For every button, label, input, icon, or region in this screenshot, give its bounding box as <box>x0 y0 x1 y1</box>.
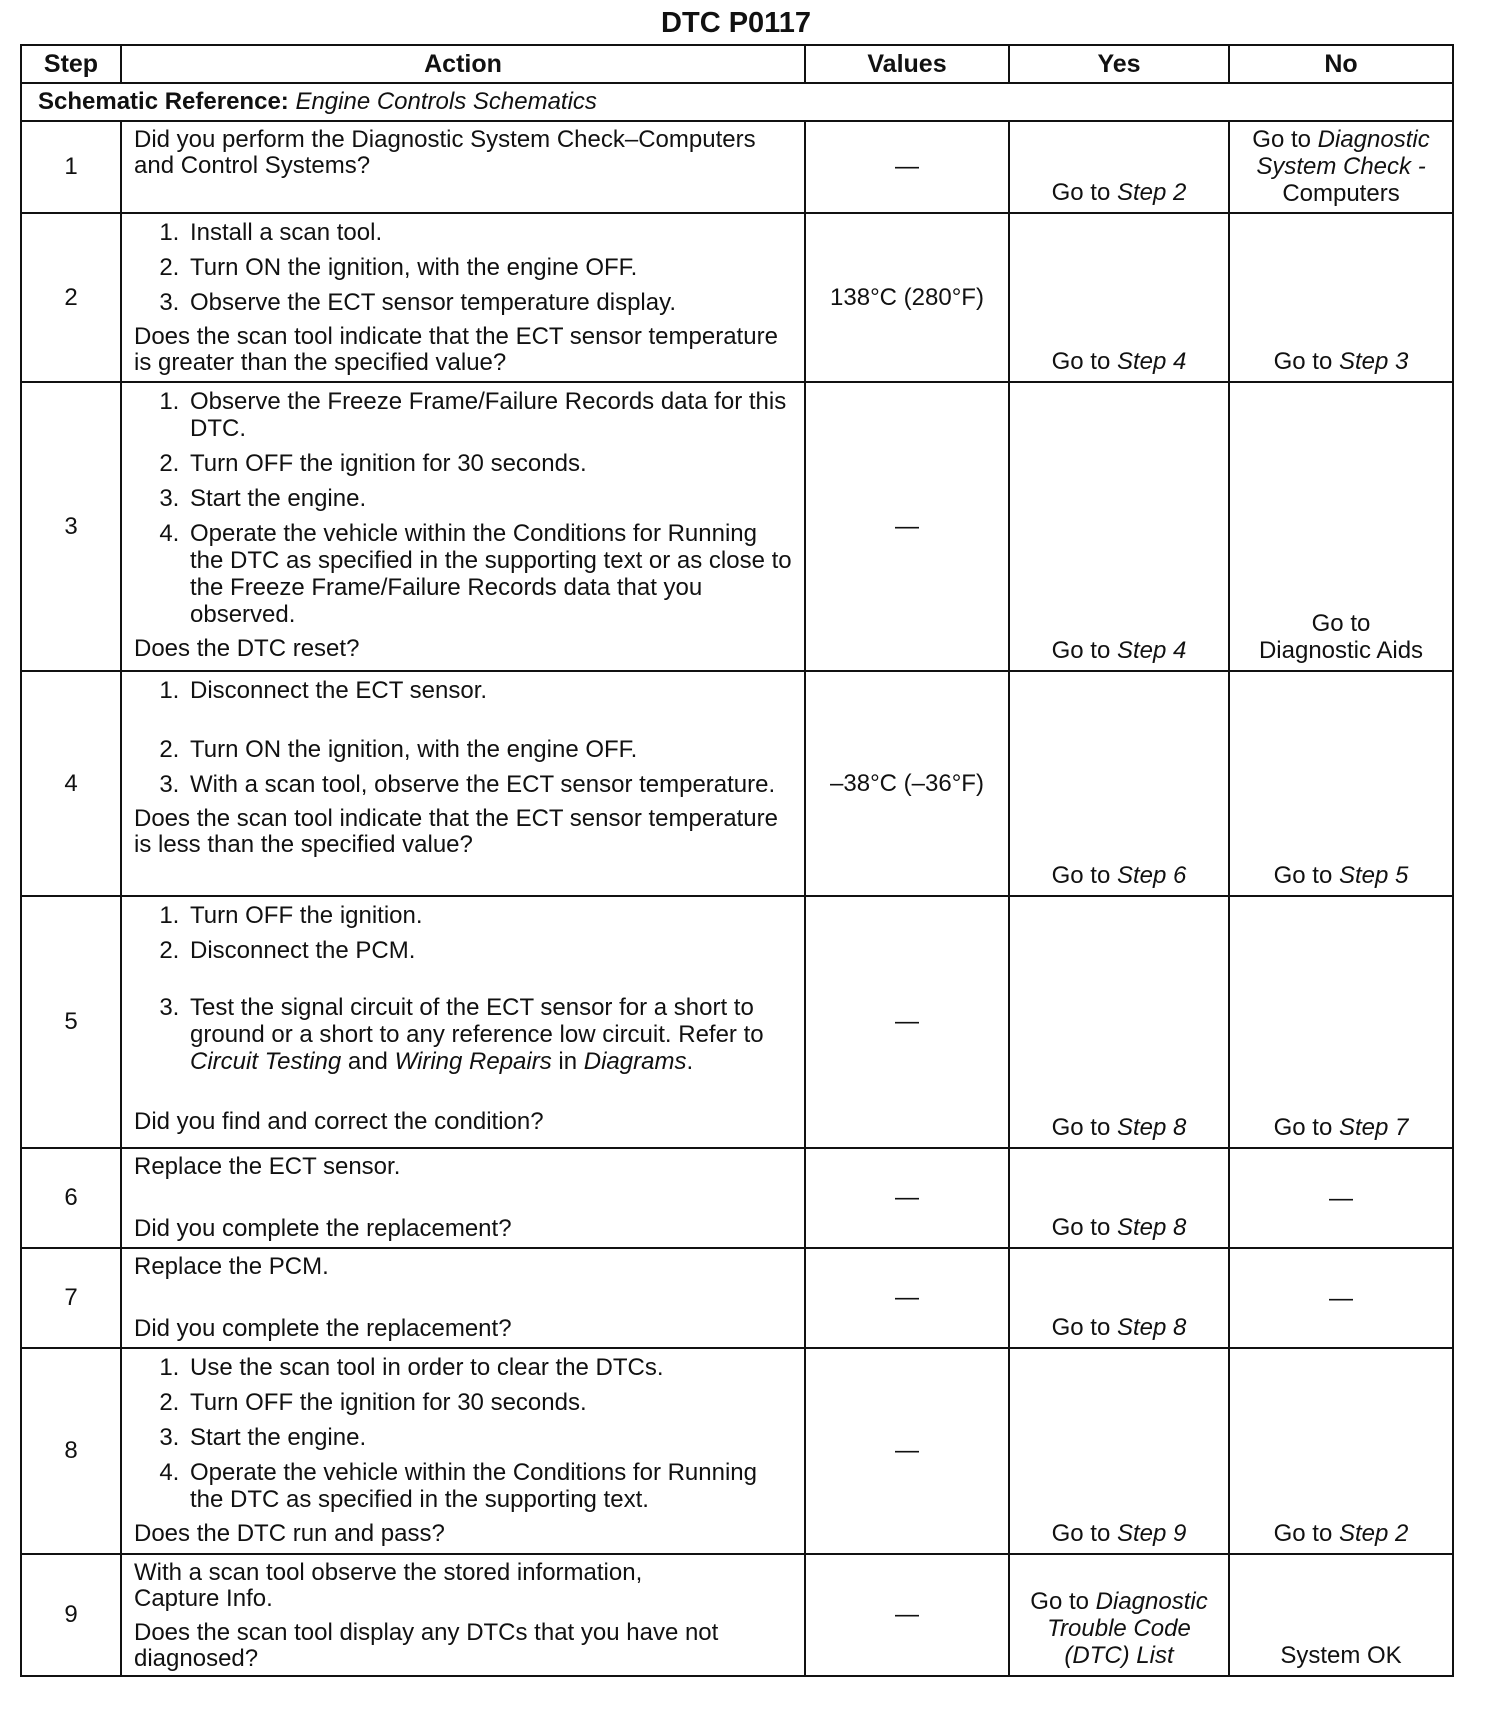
no-cell: Go to Step 7 <box>1229 896 1453 1148</box>
action-cell <box>121 1348 805 1554</box>
header-yes: Yes <box>1009 45 1229 83</box>
value-cell: — <box>805 896 1009 1148</box>
diagnostic-table <box>20 44 1454 1677</box>
action-cell <box>121 213 805 382</box>
action-cell <box>121 671 805 896</box>
table-row <box>21 1554 1453 1676</box>
action-text: Did you perform the Diagnostic System Check–Computers and Control Systems? <box>134 126 756 179</box>
no-cell: Go to Step 3 <box>1229 213 1453 382</box>
value-cell: — <box>805 1554 1009 1676</box>
value-cell: — <box>805 121 1009 213</box>
no-cell: System OK <box>1229 1554 1453 1676</box>
table-row <box>21 896 1453 1148</box>
action-text: Replace the ECT sensor. <box>134 1153 401 1180</box>
no-cell: Go to Step 2 <box>1229 1348 1453 1554</box>
action-text: Replace the PCM. <box>134 1253 329 1280</box>
value-cell: –38°C (–36°F) <box>805 671 1009 896</box>
table-row <box>21 382 1453 671</box>
yes-cell: Go to Diagnostic Trouble Code (DTC) List <box>1009 1554 1229 1676</box>
action-question: Did you complete the replacement? <box>134 1315 512 1342</box>
action-question: Does the scan tool indicate that the ECT sensor temperature is greater than the specified value? <box>134 323 778 376</box>
action-item: 2. Turn ON the ignition, with the engine OFF. <box>186 254 794 281</box>
diagrams-link[interactable]: Diagrams <box>583 1048 687 1075</box>
action-item: 1. Install a scan tool. <box>186 219 794 246</box>
no-link[interactable]: Diagnostic System Check - <box>1256 126 1430 180</box>
yes-link[interactable]: Step 8 <box>1116 1314 1187 1341</box>
value-cell: 138°C (280°F) <box>805 213 1009 382</box>
yes-link[interactable]: Step 4 <box>1116 637 1187 664</box>
wiring-repairs-link[interactable]: Wiring Repairs <box>394 1048 552 1075</box>
no-link[interactable]: Step 2 <box>1338 1520 1409 1547</box>
step-number: 6 <box>21 1148 121 1248</box>
action-question: Did you complete the replacement? <box>134 1215 512 1242</box>
action-item: 3. Start the engine. <box>186 485 794 512</box>
yes-cell: Go to Step 9 <box>1009 1348 1229 1554</box>
action-item: 4. Operate the vehicle within the Conditions for Running the DTC as specified in the supporting text. <box>186 1459 794 1513</box>
action-item: 1. Use the scan tool in order to clear the DTCs. <box>186 1354 794 1381</box>
step-number: 2 <box>21 213 121 382</box>
yes-cell: Go to Step 2 <box>1009 121 1229 213</box>
action-question: Did you find and correct the condition? <box>134 1108 544 1135</box>
action-item: 2. Disconnect the PCM. <box>186 937 794 964</box>
schematic-reference-link[interactable]: Engine Controls Schematics <box>295 88 597 115</box>
header-row <box>21 45 1453 83</box>
schematic-reference <box>21 83 1453 121</box>
action-item: 1. Disconnect the ECT sensor. <box>186 677 794 704</box>
table-row <box>21 121 1453 213</box>
yes-cell: Go to Step 4 <box>1009 213 1229 382</box>
step-number: 4 <box>21 671 121 896</box>
no-cell: — <box>1229 1148 1453 1248</box>
yes-link[interactable]: Step 6 <box>1116 862 1187 889</box>
action-item: 3. Start the engine. <box>186 1424 794 1451</box>
table-row <box>21 1348 1453 1554</box>
value-cell: — <box>805 382 1009 671</box>
action-item: 1. Turn OFF the ignition. <box>186 902 794 929</box>
header-values: Values <box>805 45 1009 83</box>
action-item: 4. Operate the vehicle within the Conditions for Running the DTC as specified in the supporting text or as close to the Freeze Frame/Failure Records data that you observed. <box>186 520 794 628</box>
schematic-reference-row <box>21 83 1453 121</box>
action-question: Does the scan tool display any DTCs that you have not diagnosed? <box>134 1619 719 1672</box>
no-link[interactable]: Step 7 <box>1338 1114 1409 1141</box>
circuit-testing-link[interactable]: Circuit Testing <box>190 1048 342 1075</box>
action-item: 3. With a scan tool, observe the ECT sensor temperature. <box>186 771 794 798</box>
action-cell <box>121 1148 805 1248</box>
value-cell: — <box>805 1248 1009 1348</box>
action-question: Does the DTC reset? <box>134 635 360 662</box>
table-row <box>21 671 1453 896</box>
yes-link[interactable]: Diagnostic Trouble Code (DTC) List <box>1047 1588 1208 1669</box>
table-row <box>21 213 1453 382</box>
yes-link[interactable]: Step 9 <box>1116 1520 1187 1547</box>
no-link[interactable]: Step 5 <box>1338 862 1409 889</box>
action-item: 2. Turn OFF the ignition for 30 seconds. <box>186 1389 794 1416</box>
yes-link[interactable]: Step 8 <box>1116 1214 1187 1241</box>
yes-link[interactable]: Step 4 <box>1116 348 1187 375</box>
header-action: Action <box>121 45 805 83</box>
action-question: Does the DTC run and pass? <box>134 1520 445 1547</box>
yes-cell: Go to Step 4 <box>1009 382 1229 671</box>
action-item: 1. Observe the Freeze Frame/Failure Records data for this DTC. <box>186 388 794 442</box>
action-item: 2. Turn OFF the ignition for 30 seconds. <box>186 450 794 477</box>
step-number: 5 <box>21 896 121 1148</box>
schematic-reference-label: Schematic Reference: <box>38 88 289 115</box>
action-text: With a scan tool observe the stored information, Capture Info. <box>134 1559 643 1612</box>
value-cell: — <box>805 1348 1009 1554</box>
yes-cell: Go to Step 8 <box>1009 896 1229 1148</box>
action-item: 3. Observe the ECT sensor temperature display. <box>186 289 794 316</box>
action-cell <box>121 121 805 213</box>
no-cell: Go to Step 5 <box>1229 671 1453 896</box>
no-cell: Go to Diagnostic System Check - Computers <box>1229 121 1453 213</box>
step-number: 8 <box>21 1348 121 1554</box>
yes-cell: Go to Step 8 <box>1009 1248 1229 1348</box>
table-row <box>21 1148 1453 1248</box>
yes-cell: Go to Step 8 <box>1009 1148 1229 1248</box>
no-link[interactable]: Diagnostic Aids <box>1258 637 1424 664</box>
header-no: No <box>1229 45 1453 83</box>
no-cell: Go to Diagnostic Aids <box>1229 382 1453 671</box>
no-cell: — <box>1229 1248 1453 1348</box>
action-cell <box>121 896 805 1148</box>
header-step: Step <box>21 45 121 83</box>
step-number: 1 <box>21 121 121 213</box>
action-question: Does the scan tool indicate that the ECT sensor temperature is less than the specified value? <box>134 805 778 858</box>
table-row <box>21 1248 1453 1348</box>
step-number: 9 <box>21 1554 121 1676</box>
action-cell <box>121 1554 805 1676</box>
step-number: 7 <box>21 1248 121 1348</box>
yes-link[interactable]: Step 8 <box>1116 1114 1187 1141</box>
step-number: 3 <box>21 382 121 671</box>
action-item: 3. Test the signal circuit of the ECT sensor for a short to ground or a short to any reference low circuit. Refer to Circuit Testing and Wiring Repairs in Diagrams. <box>186 994 794 1075</box>
value-cell: — <box>805 1148 1009 1248</box>
action-item: 2. Turn ON the ignition, with the engine OFF. <box>186 736 794 763</box>
action-cell <box>121 382 805 671</box>
yes-cell: Go to Step 6 <box>1009 671 1229 896</box>
no-link[interactable]: Step 3 <box>1338 348 1409 375</box>
action-cell <box>121 1248 805 1348</box>
page-title: DTC P0117 <box>661 7 811 39</box>
yes-link[interactable]: Step 2 <box>1116 179 1187 206</box>
